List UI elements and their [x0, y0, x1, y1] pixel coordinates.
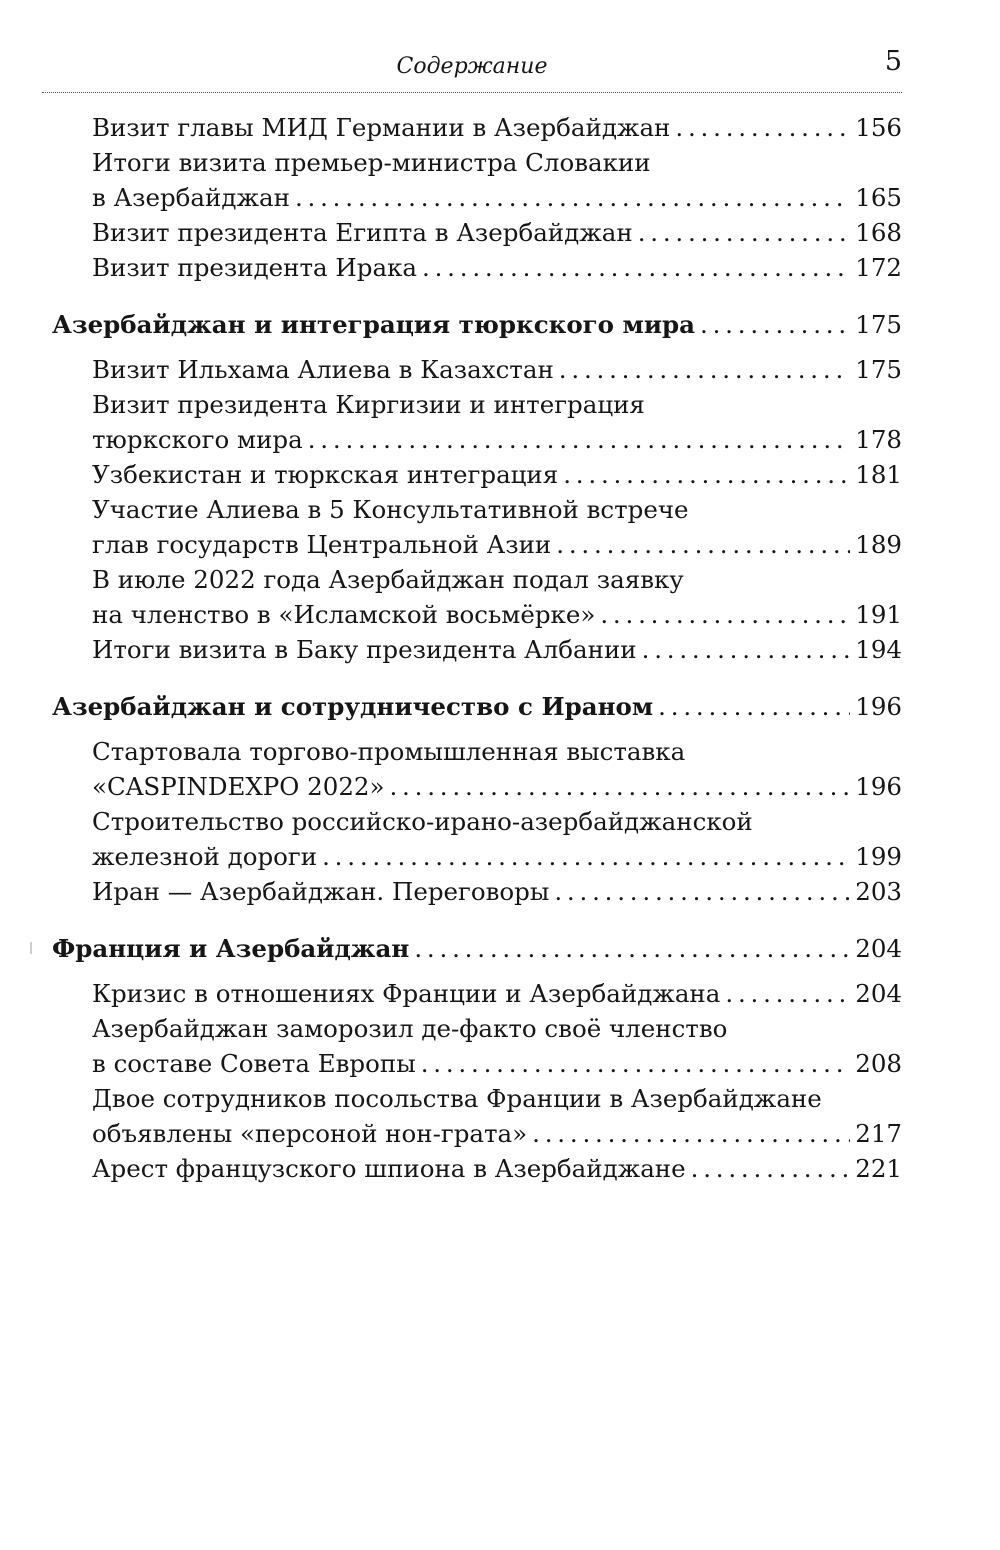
toc-entry-title-line: Иран — Азербайджан. Переговоры [92, 877, 550, 906]
toc-entry-title-line: тюркского мира [92, 425, 303, 454]
dot-leader [725, 976, 850, 1011]
toc-page-number: 191 [855, 600, 902, 629]
dot-leader [556, 527, 850, 562]
toc-entry [52, 110, 902, 145]
toc-entry-last-line [92, 1116, 902, 1151]
toc-entry-title-line: Визит главы МИД Германии в Азербайджан [92, 113, 671, 142]
page-number: 5 [884, 46, 902, 77]
toc-entry-title-line: Итоги визита премьер-министра Словакии [92, 148, 651, 177]
toc-entry-title-line: Двое сотрудников посольства Франции в Азербайджане [92, 1084, 822, 1113]
toc-page-number: 165 [855, 183, 902, 212]
toc-entry-last-line [92, 457, 902, 492]
toc-entry-last-line [92, 597, 902, 632]
dot-leader [559, 352, 850, 387]
toc-entry-title-line: объявлены «персоной нон-грата» [92, 1119, 528, 1148]
toc-entry [52, 1151, 902, 1186]
toc-page-number: 189 [855, 530, 902, 559]
toc-entry [52, 250, 902, 285]
toc-entry-last-line [92, 422, 902, 457]
dot-leader [421, 1046, 851, 1081]
toc-entry-last-line [92, 839, 902, 874]
toc-entry-last-line [92, 976, 902, 1011]
dot-leader [642, 632, 851, 667]
toc-entry-last-line [92, 1151, 902, 1186]
toc-page-number: 221 [855, 1154, 902, 1183]
toc-entry-last-line [92, 250, 902, 285]
dot-leader [563, 457, 850, 492]
toc-page-number: 204 [855, 934, 902, 963]
toc-entry [52, 632, 902, 667]
toc-entry-title-line: Стартовала торгово-промышленная выставка [92, 737, 686, 766]
toc-entry-last-line [92, 215, 902, 250]
toc-page-number: 208 [855, 1049, 902, 1078]
dot-leader [322, 839, 850, 874]
running-title: Содержание [396, 54, 548, 79]
toc-entry-last-line [52, 931, 902, 966]
toc-entry [52, 804, 902, 874]
toc-entry-title-line: Визит президента Египта в Азербайджан [92, 218, 633, 247]
dot-leader [414, 931, 850, 966]
toc-entry-last-line [92, 180, 902, 215]
running-header [42, 44, 902, 93]
dot-leader [554, 874, 850, 909]
toc-entry-title-line: Визит Ильхама Алиева в Казахстан [92, 355, 554, 384]
toc-entry-last-line [92, 527, 902, 562]
toc-page-number: 156 [855, 113, 902, 142]
dot-leader [532, 1116, 850, 1151]
toc-page-number: 178 [855, 425, 902, 454]
toc-page-number: 172 [855, 253, 902, 282]
dot-leader [675, 110, 850, 145]
toc-page-number: 181 [855, 460, 902, 489]
toc-page-number: 196 [855, 692, 902, 721]
toc-entry-title-line: Азербайджан и интеграция тюркского мира [52, 310, 696, 339]
toc-entry [52, 457, 902, 492]
toc-section-entry [52, 931, 902, 966]
toc-entry-title-line: Франция и Азербайджан [52, 934, 410, 963]
toc-section-entry [52, 307, 902, 342]
dot-leader [600, 597, 850, 632]
dot-leader [638, 215, 851, 250]
toc-entry-title-line: Визит президента Киргизии и интеграция [92, 390, 645, 419]
toc-page-number: 196 [855, 772, 902, 801]
toc-entry-title-line: на членство в «Исламской восьмёрке» [92, 600, 596, 629]
toc-entry [52, 352, 902, 387]
toc-entry-last-line [92, 769, 902, 804]
toc-section-entry [52, 689, 902, 724]
toc-entry [52, 1081, 902, 1151]
toc-entry-title-line: В июле 2022 года Азербайджан подал заявку [92, 565, 684, 594]
toc-entry-title-line: Строительство российско-ирано-азербайджанской [92, 807, 753, 836]
toc-page-number: 204 [855, 979, 902, 1008]
toc-entry-title-line: железной дороги [92, 842, 318, 871]
toc-entry-title-line: Кризис в отношениях Франции и Азербайджана [92, 979, 721, 1008]
toc-entry-last-line [92, 632, 902, 667]
toc-page-number: 199 [855, 842, 902, 871]
toc-entry-title-line: Арест французского шпиона в Азербайджане [92, 1154, 686, 1183]
toc-page-number: 175 [855, 355, 902, 384]
toc-page-number: 203 [855, 877, 902, 906]
toc-entry [52, 387, 902, 457]
toc-entry-last-line [92, 1046, 902, 1081]
toc-page-number: 175 [855, 310, 902, 339]
toc-entry [52, 562, 902, 632]
dot-leader [422, 250, 850, 285]
toc-entry [52, 1011, 902, 1081]
toc-entry-title-line: глав государств Центральной Азии [92, 530, 552, 559]
dot-leader [691, 1151, 851, 1186]
toc-entry [52, 215, 902, 250]
toc-entry [52, 492, 902, 562]
toc-entry [52, 734, 902, 804]
toc-entry-last-line [92, 352, 902, 387]
table-of-contents [52, 110, 902, 1186]
toc-entry-last-line [92, 110, 902, 145]
toc-entry-title-line: Азербайджан заморозил де-факто своё членство [92, 1014, 728, 1043]
toc-entry-title-line: в Азербайджан [92, 183, 290, 212]
toc-page-number: 194 [855, 635, 902, 664]
toc-entry-title-line: Участие Алиева в 5 Консультативной встрече [92, 495, 689, 524]
toc-entry [52, 976, 902, 1011]
dot-leader [295, 180, 850, 215]
toc-entry-title-line: Итоги визита в Баку президента Албании [92, 635, 637, 664]
toc-page-number: 168 [855, 218, 902, 247]
toc-entry [52, 874, 902, 909]
dot-leader [389, 769, 850, 804]
dot-leader [700, 307, 850, 342]
toc-entry-title-line: Узбекистан и тюркская интеграция [92, 460, 559, 489]
toc-entry-last-line [92, 874, 902, 909]
dot-leader [308, 422, 851, 457]
toc-entry-title-line: Визит президента Ирака [92, 253, 418, 282]
toc-entry-title-line: в составе Совета Европы [92, 1049, 416, 1078]
toc-entry [52, 145, 902, 215]
scan-mark [30, 942, 32, 954]
toc-entry-last-line [52, 307, 902, 342]
toc-entry-title-line: «CASPINDEXPO 2022» [92, 772, 385, 801]
toc-entry-last-line [52, 689, 902, 724]
toc-page-number: 217 [855, 1119, 902, 1148]
dot-leader [658, 689, 850, 724]
toc-entry-title-line: Азербайджан и сотрудничество с Ираном [52, 692, 654, 721]
